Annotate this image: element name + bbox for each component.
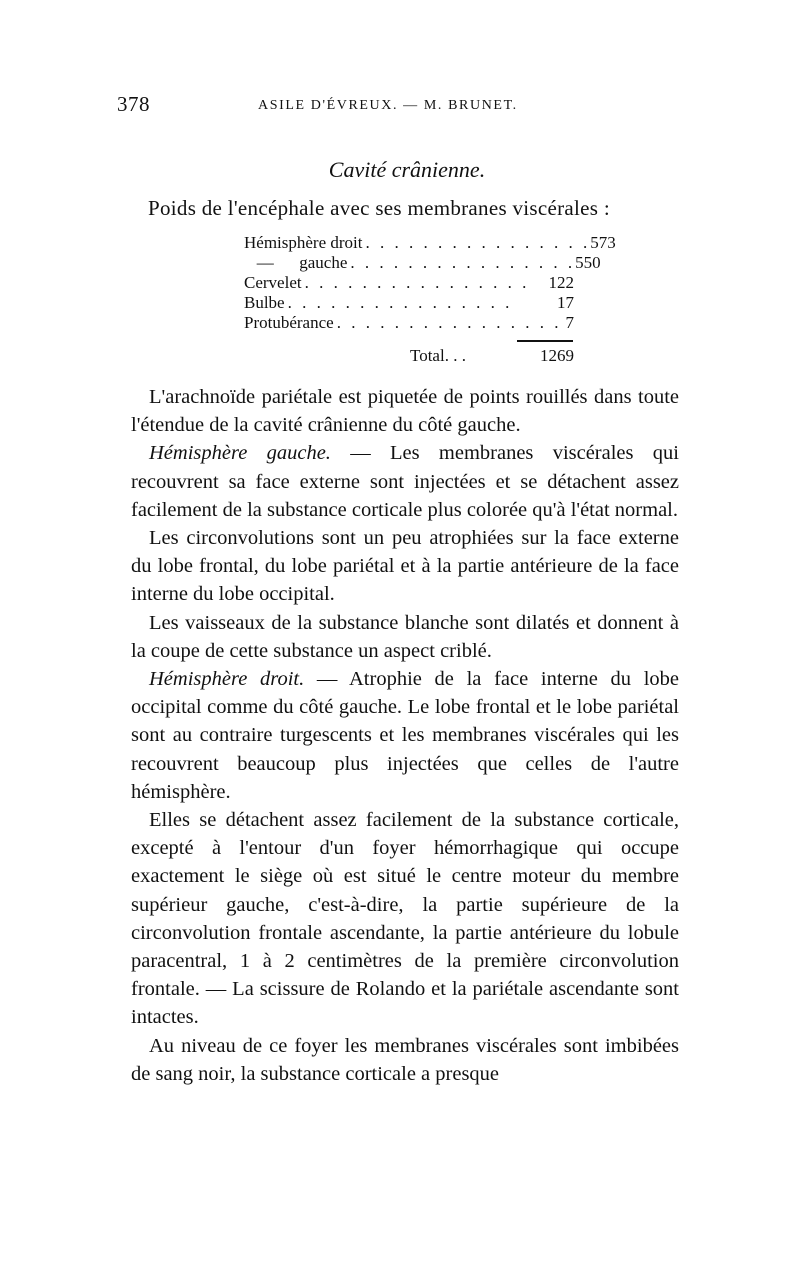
weight-label: Cervelet: [244, 273, 302, 292]
leader-dots: . . . . . . . . . . . . . . . .: [365, 233, 591, 252]
leader-dots: . . . . . . . . . . . . . . . .: [304, 273, 530, 292]
weight-label: Protubérance: [244, 313, 334, 332]
paragraph: [131, 665, 679, 806]
weight-label: — gauche: [244, 253, 348, 272]
paragraph: [131, 609, 679, 665]
leader-dots: . . . . . . . . . . . . . . . .: [287, 293, 513, 312]
paragraph-text: — Les membranes viscérales qui recouvrent sa face externe sont injectées et se détachent assez facilement de la substance corticale plus colorée qu'à l'état normal.: [131, 442, 679, 521]
total-label: Total. . .: [410, 346, 466, 365]
paragraph-text: Les circonvolutions sont un peu atrophiées sur la face externe du lobe frontal, du lobe pariétal et à la partie antérieure de la face interne du lobe occipital.: [131, 527, 679, 606]
weight-label: Bulbe: [244, 293, 285, 312]
paragraph-text: — Atrophie de la face interne du lobe occipital comme du côté gauche. Le lobe frontal et le lobe pariétal sont au contraire turgescents et les membranes viscérales qui les recouvrent beaucoup plus injectées que celles de l'autre hémisphère.: [131, 668, 680, 803]
total-rule: [517, 340, 573, 342]
weight-row: [244, 233, 616, 253]
weight-row: [244, 253, 601, 273]
weights-table: [244, 233, 616, 333]
weight-value: 550: [575, 253, 601, 272]
paragraph-text: Elles se détachent assez facilement de la substance corticale, excepté à l'entour d'un foyer hémorrhagique qui occupe exactement le siège où est situé le centre moteur du membre supérieur gauche, c'est-à-dire, la partie supérieure de la circonvolution frontale ascendante, la partie antérieure du lobule paracentral, 1 à 2 centimètres de la première circonvolution frontale. — La scissure de Rolando et la pariétale ascendante sont intactes.: [131, 809, 679, 1029]
paragraph-text: L'arachnoïde pariétale est piquetée de points rouillés dans toute l'étendue de la cavité crânienne du côté gauche.: [131, 386, 679, 437]
leader-dots: . . . . . . . . . . . . . . . .: [350, 253, 576, 272]
weight-row: [244, 293, 574, 313]
leader-dots: . . . . . . . . . . . . . . . .: [336, 313, 562, 332]
paragraph-lead: Hémisphère gauche.: [149, 442, 331, 465]
body-text: [131, 383, 679, 1088]
paragraph: [131, 524, 679, 609]
paragraph: [131, 439, 679, 524]
weight-value: 122: [548, 273, 574, 292]
weight-value: 17: [557, 293, 574, 312]
weight-value: 7: [565, 313, 574, 332]
weight-label: Hémisphère droit: [244, 233, 363, 252]
intro-line: Poids de l'encéphale avec ses membranes viscérales :: [148, 196, 610, 220]
paragraph-text: Au niveau de ce foyer les membranes viscérales sont imbibées de sang noir, la substance corticale a presque: [131, 1034, 679, 1085]
paragraph-lead: Hémisphère droit.: [149, 668, 305, 691]
total-row: [410, 346, 574, 366]
page-number: 378: [117, 92, 150, 116]
section-title: Cavité crânienne.: [328, 157, 486, 182]
weight-row: [244, 273, 574, 293]
paragraph: [131, 1032, 679, 1088]
running-head: ASILE D'ÉVREUX. — M. BRUNET.: [258, 98, 518, 113]
total-value: 1269: [540, 346, 574, 365]
weight-value: 573: [590, 233, 616, 252]
weight-row: [244, 313, 574, 333]
paragraph: [131, 383, 679, 439]
paragraph: [131, 806, 679, 1032]
paragraph-text: Les vaisseaux de la substance blanche sont dilatés et donnent à la coupe de cette substance un aspect criblé.: [131, 611, 679, 662]
